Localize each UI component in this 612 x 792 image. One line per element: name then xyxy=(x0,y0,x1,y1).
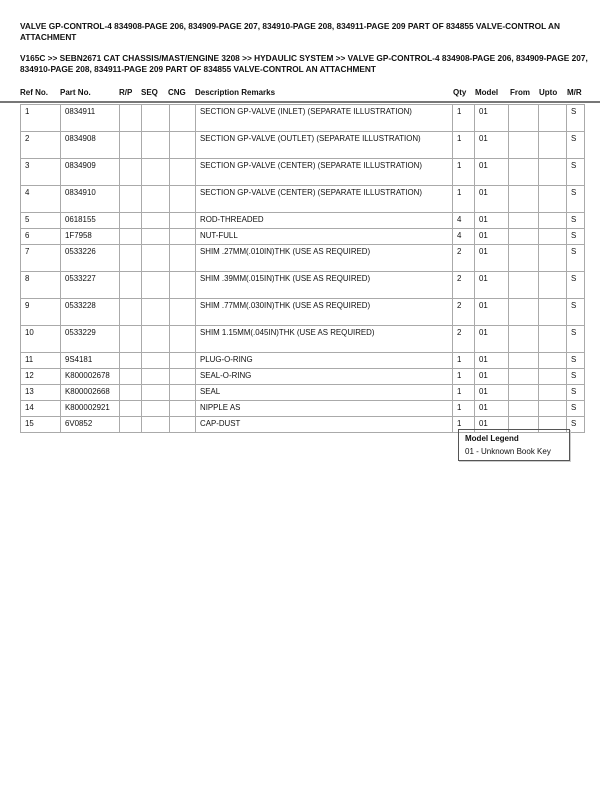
table-row xyxy=(21,105,585,132)
rp-cell xyxy=(120,417,142,433)
upto-cell xyxy=(539,369,567,385)
legend-title: Model Legend xyxy=(465,434,519,443)
ref-cell: 2 xyxy=(21,132,61,159)
ref-cell: 7 xyxy=(21,245,61,272)
cng-cell xyxy=(170,299,196,326)
model-cell: 01 xyxy=(475,132,509,159)
from-cell xyxy=(509,159,539,186)
rp-cell xyxy=(120,159,142,186)
model-cell: 01 xyxy=(475,299,509,326)
table-row xyxy=(21,245,585,272)
part-number-cell: 0834911 xyxy=(61,105,120,132)
mr-cell: S xyxy=(567,132,585,159)
header-mr: M/R xyxy=(567,88,582,97)
model-cell: 01 xyxy=(475,272,509,299)
upto-cell xyxy=(539,401,567,417)
upto-cell xyxy=(539,213,567,229)
description-cell: SECTION GP-VALVE (CENTER) (SEPARATE ILLUSTRATION) xyxy=(196,159,453,186)
cng-cell xyxy=(170,132,196,159)
mr-cell: S xyxy=(567,186,585,213)
from-cell xyxy=(509,385,539,401)
model-cell: 01 xyxy=(475,105,509,132)
qty-cell: 1 xyxy=(453,417,475,433)
header-model: Model xyxy=(475,88,499,97)
rp-cell xyxy=(120,229,142,245)
from-cell xyxy=(509,326,539,353)
ref-cell: 5 xyxy=(21,213,61,229)
upto-cell xyxy=(539,159,567,186)
seq-cell xyxy=(142,186,170,213)
ref-cell: 6 xyxy=(21,229,61,245)
rp-cell xyxy=(120,353,142,369)
page-title: VALVE GP-CONTROL-4 834908-PAGE 206, 834909-PAGE 207, 834910-PAGE 208, 834911-PAGE 209 PART OF 834855 VALVE-CONTROL AN ATTACHMENT xyxy=(20,21,560,42)
description-cell: SEAL xyxy=(196,385,453,401)
seq-cell xyxy=(142,326,170,353)
description-cell: NIPPLE AS xyxy=(196,401,453,417)
qty-cell: 1 xyxy=(453,159,475,186)
qty-cell: 1 xyxy=(453,369,475,385)
part-number-cell: 1F7958 xyxy=(61,229,120,245)
rp-cell xyxy=(120,401,142,417)
from-cell xyxy=(509,229,539,245)
part-number-cell: 9S4181 xyxy=(61,353,120,369)
mr-cell: S xyxy=(567,326,585,353)
ref-cell: 3 xyxy=(21,159,61,186)
qty-cell: 1 xyxy=(453,186,475,213)
upto-cell xyxy=(539,186,567,213)
rp-cell xyxy=(120,385,142,401)
legend-entry: 01 - Unknown Book Key xyxy=(465,447,551,456)
rp-cell xyxy=(120,299,142,326)
cng-cell xyxy=(170,353,196,369)
qty-cell: 4 xyxy=(453,213,475,229)
description-cell: SECTION GP-VALVE (OUTLET) (SEPARATE ILLUSTRATION) xyxy=(196,132,453,159)
mr-cell: S xyxy=(567,229,585,245)
model-cell: 01 xyxy=(475,229,509,245)
table-row xyxy=(21,132,585,159)
header-ref: Ref No. xyxy=(20,88,48,97)
table-row xyxy=(21,159,585,186)
cng-cell xyxy=(170,417,196,433)
seq-cell xyxy=(142,272,170,299)
seq-cell xyxy=(142,401,170,417)
header-qty: Qty xyxy=(453,88,467,97)
ref-cell: 11 xyxy=(21,353,61,369)
table-row xyxy=(21,229,585,245)
rp-cell xyxy=(120,213,142,229)
table-row xyxy=(21,401,585,417)
ref-cell: 12 xyxy=(21,369,61,385)
description-cell: SHIM .39MM(.015IN)THK (USE AS REQUIRED) xyxy=(196,272,453,299)
ref-cell: 15 xyxy=(21,417,61,433)
mr-cell: S xyxy=(567,299,585,326)
description-cell: CAP-DUST xyxy=(196,417,453,433)
seq-cell xyxy=(142,417,170,433)
mr-cell: S xyxy=(567,105,585,132)
header-from: From xyxy=(510,88,530,97)
description-cell: ROD-THREADED xyxy=(196,213,453,229)
rp-cell xyxy=(120,105,142,132)
model-cell: 01 xyxy=(475,213,509,229)
cng-cell xyxy=(170,229,196,245)
ref-cell: 9 xyxy=(21,299,61,326)
model-cell: 01 xyxy=(475,417,509,433)
table-header xyxy=(20,88,583,102)
from-cell xyxy=(509,213,539,229)
seq-cell xyxy=(142,105,170,132)
upto-cell xyxy=(539,326,567,353)
description-cell: PLUG-O-RING xyxy=(196,353,453,369)
table-row xyxy=(21,353,585,369)
cng-cell xyxy=(170,326,196,353)
rp-cell xyxy=(120,132,142,159)
cng-cell xyxy=(170,385,196,401)
ref-cell: 14 xyxy=(21,401,61,417)
header-divider xyxy=(0,101,600,103)
from-cell xyxy=(509,245,539,272)
model-cell: 01 xyxy=(475,245,509,272)
cng-cell xyxy=(170,245,196,272)
ref-cell: 10 xyxy=(21,326,61,353)
description-cell: SEAL-O-RING xyxy=(196,369,453,385)
upto-cell xyxy=(539,272,567,299)
upto-cell xyxy=(539,385,567,401)
description-cell: SHIM .27MM(.010IN)THK (USE AS REQUIRED) xyxy=(196,245,453,272)
rp-cell xyxy=(120,245,142,272)
mr-cell: S xyxy=(567,369,585,385)
qty-cell: 2 xyxy=(453,272,475,299)
cng-cell xyxy=(170,213,196,229)
table-row xyxy=(21,186,585,213)
mr-cell: S xyxy=(567,213,585,229)
upto-cell xyxy=(539,105,567,132)
mr-cell: S xyxy=(567,417,585,433)
mr-cell: S xyxy=(567,159,585,186)
table-row xyxy=(21,385,585,401)
rp-cell xyxy=(120,326,142,353)
ref-cell: 8 xyxy=(21,272,61,299)
parts-table xyxy=(20,104,585,433)
seq-cell xyxy=(142,353,170,369)
ref-cell: 4 xyxy=(21,186,61,213)
rp-cell xyxy=(120,272,142,299)
qty-cell: 1 xyxy=(453,105,475,132)
qty-cell: 2 xyxy=(453,299,475,326)
qty-cell: 1 xyxy=(453,132,475,159)
mr-cell: S xyxy=(567,401,585,417)
description-cell: SECTION GP-VALVE (INLET) (SEPARATE ILLUSTRATION) xyxy=(196,105,453,132)
mr-cell: S xyxy=(567,245,585,272)
part-number-cell: K800002921 xyxy=(61,401,120,417)
breadcrumb: V165C >> SEBN2671 CAT CHASSIS/MAST/ENGINE 3208 >> HYDAULIC SYSTEM >> VALVE GP-CONTROL-4 834908-PAGE 206, 834909-PAGE 207, 834910-PAGE 208, 834911-PAGE 209 PART OF 834855 VALVE-CONTROL AN ATTACHMENT xyxy=(20,53,588,74)
mr-cell: S xyxy=(567,385,585,401)
ref-cell: 13 xyxy=(21,385,61,401)
cng-cell xyxy=(170,369,196,385)
ref-cell: 1 xyxy=(21,105,61,132)
from-cell xyxy=(509,353,539,369)
qty-cell: 1 xyxy=(453,353,475,369)
table-row xyxy=(21,272,585,299)
model-cell: 01 xyxy=(475,401,509,417)
seq-cell xyxy=(142,132,170,159)
from-cell xyxy=(509,105,539,132)
part-number-cell: 0834910 xyxy=(61,186,120,213)
qty-cell: 1 xyxy=(453,385,475,401)
table-row xyxy=(21,369,585,385)
model-legend xyxy=(458,429,570,461)
seq-cell xyxy=(142,385,170,401)
seq-cell xyxy=(142,245,170,272)
from-cell xyxy=(509,272,539,299)
cng-cell xyxy=(170,159,196,186)
part-number-cell: 0533226 xyxy=(61,245,120,272)
rp-cell xyxy=(120,369,142,385)
part-number-cell: 0834909 xyxy=(61,159,120,186)
upto-cell xyxy=(539,245,567,272)
upto-cell xyxy=(539,229,567,245)
cng-cell xyxy=(170,401,196,417)
header-rp: R/P xyxy=(119,88,133,97)
rp-cell xyxy=(120,186,142,213)
model-cell: 01 xyxy=(475,369,509,385)
description-cell: NUT-FULL xyxy=(196,229,453,245)
model-cell: 01 xyxy=(475,159,509,186)
model-cell: 01 xyxy=(475,326,509,353)
qty-cell: 2 xyxy=(453,245,475,272)
mr-cell: S xyxy=(567,272,585,299)
table-row xyxy=(21,326,585,353)
seq-cell xyxy=(142,299,170,326)
from-cell xyxy=(509,401,539,417)
upto-cell xyxy=(539,299,567,326)
cng-cell xyxy=(170,272,196,299)
model-cell: 01 xyxy=(475,186,509,213)
header-upto: Upto xyxy=(539,88,558,97)
table-row xyxy=(21,299,585,326)
description-cell: SHIM 1.15MM(.045IN)THK (USE AS REQUIRED) xyxy=(196,326,453,353)
upto-cell xyxy=(539,353,567,369)
header-seq: SEQ xyxy=(141,88,158,97)
seq-cell xyxy=(142,229,170,245)
qty-cell: 4 xyxy=(453,229,475,245)
cng-cell xyxy=(170,105,196,132)
part-number-cell: 0618155 xyxy=(61,213,120,229)
qty-cell: 2 xyxy=(453,326,475,353)
part-number-cell: K800002668 xyxy=(61,385,120,401)
from-cell xyxy=(509,132,539,159)
header-desc: Description Remarks xyxy=(195,88,276,97)
seq-cell xyxy=(142,213,170,229)
header-cng: CNG xyxy=(168,88,186,97)
description-cell: SECTION GP-VALVE (CENTER) (SEPARATE ILLUSTRATION) xyxy=(196,186,453,213)
part-number-cell: 6V0852 xyxy=(61,417,120,433)
qty-cell: 1 xyxy=(453,401,475,417)
part-number-cell: 0533227 xyxy=(61,272,120,299)
from-cell xyxy=(509,186,539,213)
from-cell xyxy=(509,299,539,326)
model-cell: 01 xyxy=(475,353,509,369)
from-cell xyxy=(509,369,539,385)
part-number-cell: 0533229 xyxy=(61,326,120,353)
seq-cell xyxy=(142,369,170,385)
part-number-cell: 0533228 xyxy=(61,299,120,326)
part-number-cell: 0834908 xyxy=(61,132,120,159)
description-cell: SHIM .77MM(.030IN)THK (USE AS REQUIRED) xyxy=(196,299,453,326)
cng-cell xyxy=(170,186,196,213)
seq-cell xyxy=(142,159,170,186)
model-cell: 01 xyxy=(475,385,509,401)
mr-cell: S xyxy=(567,353,585,369)
upto-cell xyxy=(539,132,567,159)
table-row xyxy=(21,213,585,229)
part-number-cell: K800002678 xyxy=(61,369,120,385)
header-part: Part No. xyxy=(60,88,91,97)
